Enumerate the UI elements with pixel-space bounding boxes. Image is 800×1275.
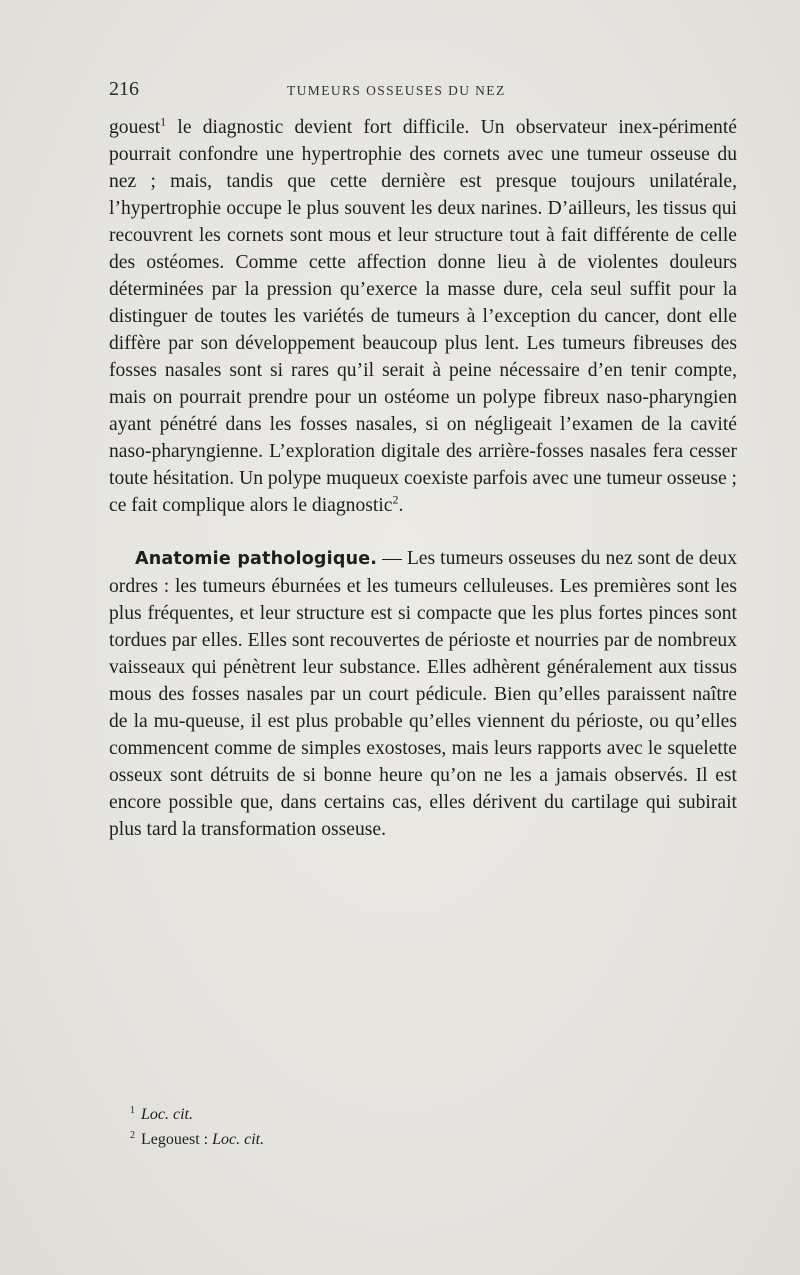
paragraph-text: . (398, 495, 404, 516)
paragraph-text: gouest (109, 117, 161, 138)
footnote-citation: Loc. cit. (141, 1106, 193, 1123)
paragraph-text: le diagnostic devient fort difficile. Un observateur inex-périmenté pourrait confondre une hypertrophie des cornets avec une tumeur osseuse du nez ; mais, tandis que cette dernière est presque toujours unilatérale, l’hypertrophie occupe le plus souvent les deux narines. D’ailleurs, les tissus qui recouvrent les cornets sont mous et leur structure tout à fait différente de celle des ostéomes. Comme cette affection donne lieu à de violentes douleurs déterminées par la pression qu’exerce la masse dure, cela seul suffit pour la distinguer de toutes les variétés de tumeurs à l’exception du cancer, dont elle diffère par son développement beaucoup plus lent. Les tumeurs fibreuses des fosses nasales sont si rares qu’il serait à peine nécessaire d’en tenir compte, mais on pourrait prendre pour un ostéome un polype fibreux naso-pharyngien ayant pénétré dans les fosses nasales, si on négligeait l’examen de la cavité naso-pharyngienne. L’exploration digitale des arrière-fosses nasales fera cesser toute hésitation. Un polype muqueux coexiste parfois avec une tumeur osseuse ; ce fait complique alors le diagnostic (109, 117, 737, 516)
footnote-ref-1: 1 (160, 114, 167, 129)
running-title: TUMEURS OSSEUSES DU NEZ (287, 83, 506, 98)
page-number: 216 (109, 78, 139, 100)
section-heading: Anatomie pathologique. (135, 549, 378, 569)
paragraph-text: — Les tumeurs osseuses du nez sont de deux ordres : les tumeurs éburnées et les tumeurs celluleuses. Les premières sont les plus fréquentes, et leur structure est si compacte que les plus fortes pinces sont tordues par elles. Elles sont recouvertes de périoste et nourries par de nombreux vaisseaux qui pénètrent leur substance. Elles adhèrent généralement aux tissus mous des fosses nasales par un court pédicule. Bien qu’elles paraissent naître de la mu-queuse, il est plus probable qu’elles viennent du périoste, ou qu’elles commencent comme de simples exostoses, mais leurs rapports avec le squelette osseux sont détruits de si bonne heure qu’on ne les a jamais observés. Il est encore possible que, dans certains cas, elles dérivent du cartilage qui subirait plus tard la transformation osseuse. (109, 548, 737, 840)
footnote-citation: Loc. cit. (212, 1131, 265, 1148)
footnotes (130, 1102, 690, 1152)
paragraph-diagnostic (109, 114, 737, 519)
page-header (109, 78, 737, 102)
body-text (109, 114, 737, 843)
footnote-ref-2: 2 (392, 492, 399, 507)
footnote-marker: 1 (130, 1104, 135, 1116)
footnote-marker: 2 (130, 1129, 135, 1141)
paragraph-anatomie (109, 545, 737, 843)
footnote-2 (130, 1127, 690, 1152)
footnote-author: Legouest : (141, 1131, 213, 1148)
footnote-1 (130, 1102, 690, 1127)
